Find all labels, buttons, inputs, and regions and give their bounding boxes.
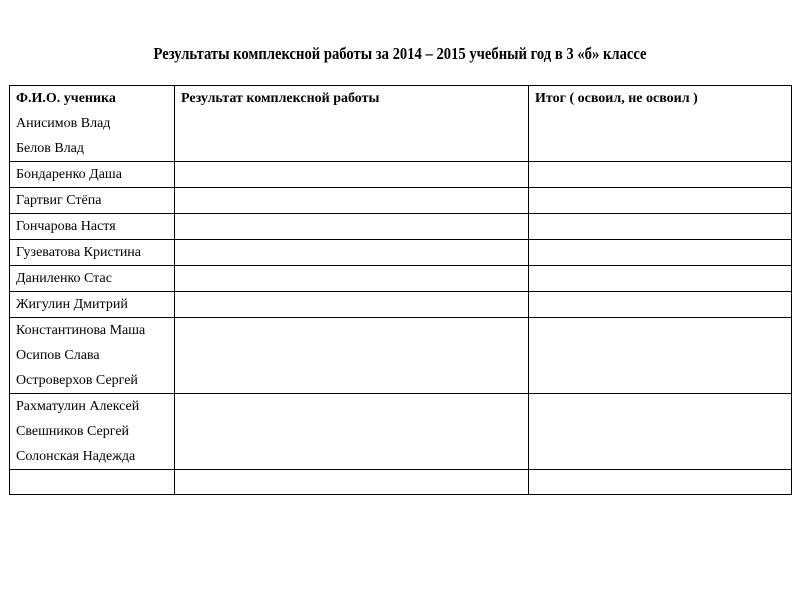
student-name: Гончарова Настя <box>16 219 116 234</box>
result-cell[interactable] <box>175 292 529 318</box>
name-cell <box>10 394 175 470</box>
student-name: Даниленко Стас <box>16 271 112 286</box>
total-cell[interactable] <box>529 214 792 240</box>
table-row <box>10 394 792 470</box>
student-name: Гартвиг Стёпа <box>16 193 102 208</box>
student-name: Солонская Надежда <box>16 449 136 464</box>
student-name: Гузеватова Кристина <box>16 245 142 260</box>
result-cell[interactable] <box>175 214 529 240</box>
name-cell <box>10 86 175 162</box>
result-cell[interactable] <box>175 318 529 394</box>
student-name: Белов Влад <box>16 141 85 156</box>
name-cell <box>10 292 175 318</box>
name-cell[interactable] <box>10 470 175 495</box>
name-cell <box>10 240 175 266</box>
name-cell <box>10 266 175 292</box>
header-total: Итог ( освоил, не освоил ) <box>535 91 698 106</box>
results-table <box>9 85 792 495</box>
name-cell <box>10 214 175 240</box>
result-cell[interactable] <box>175 162 529 188</box>
student-name: Жигулин Дмитрий <box>16 297 128 312</box>
student-name: Островерхов Сергей <box>16 373 138 388</box>
total-cell[interactable] <box>529 394 792 470</box>
name-cell <box>10 188 175 214</box>
total-cell[interactable] <box>529 266 792 292</box>
table-row <box>10 240 792 266</box>
student-name: Осипов Слава <box>16 348 100 363</box>
student-name: Бондаренко Даша <box>16 167 122 182</box>
total-cell <box>529 86 792 162</box>
name-cell <box>10 162 175 188</box>
header-name: Ф.И.О. ученика <box>16 91 116 106</box>
table-row <box>10 292 792 318</box>
student-name: Свешников Сергей <box>16 424 130 439</box>
total-cell[interactable] <box>529 188 792 214</box>
table-row-empty <box>10 470 792 495</box>
result-cell <box>175 86 529 162</box>
total-cell[interactable] <box>529 470 792 495</box>
page-title: Результаты комплексной работы за 2014 – 2015 учебный год в 3 «б» классе <box>153 44 647 63</box>
result-cell[interactable] <box>175 470 529 495</box>
result-cell[interactable] <box>175 240 529 266</box>
total-cell[interactable] <box>529 318 792 394</box>
student-name: Анисимов Влад <box>16 116 111 131</box>
total-cell[interactable] <box>529 240 792 266</box>
table-row <box>10 318 792 394</box>
table-row <box>10 86 792 162</box>
total-cell[interactable] <box>529 292 792 318</box>
total-cell[interactable] <box>529 162 792 188</box>
table-row <box>10 214 792 240</box>
table-row <box>10 266 792 292</box>
header-result: Результат комплексной работы <box>181 91 380 106</box>
student-name: Рахматулин Алексей <box>16 399 140 414</box>
result-cell[interactable] <box>175 394 529 470</box>
student-name: Константинова Маша <box>16 323 146 338</box>
name-cell <box>10 318 175 394</box>
result-cell[interactable] <box>175 188 529 214</box>
result-cell[interactable] <box>175 266 529 292</box>
table-row <box>10 162 792 188</box>
table-row <box>10 188 792 214</box>
